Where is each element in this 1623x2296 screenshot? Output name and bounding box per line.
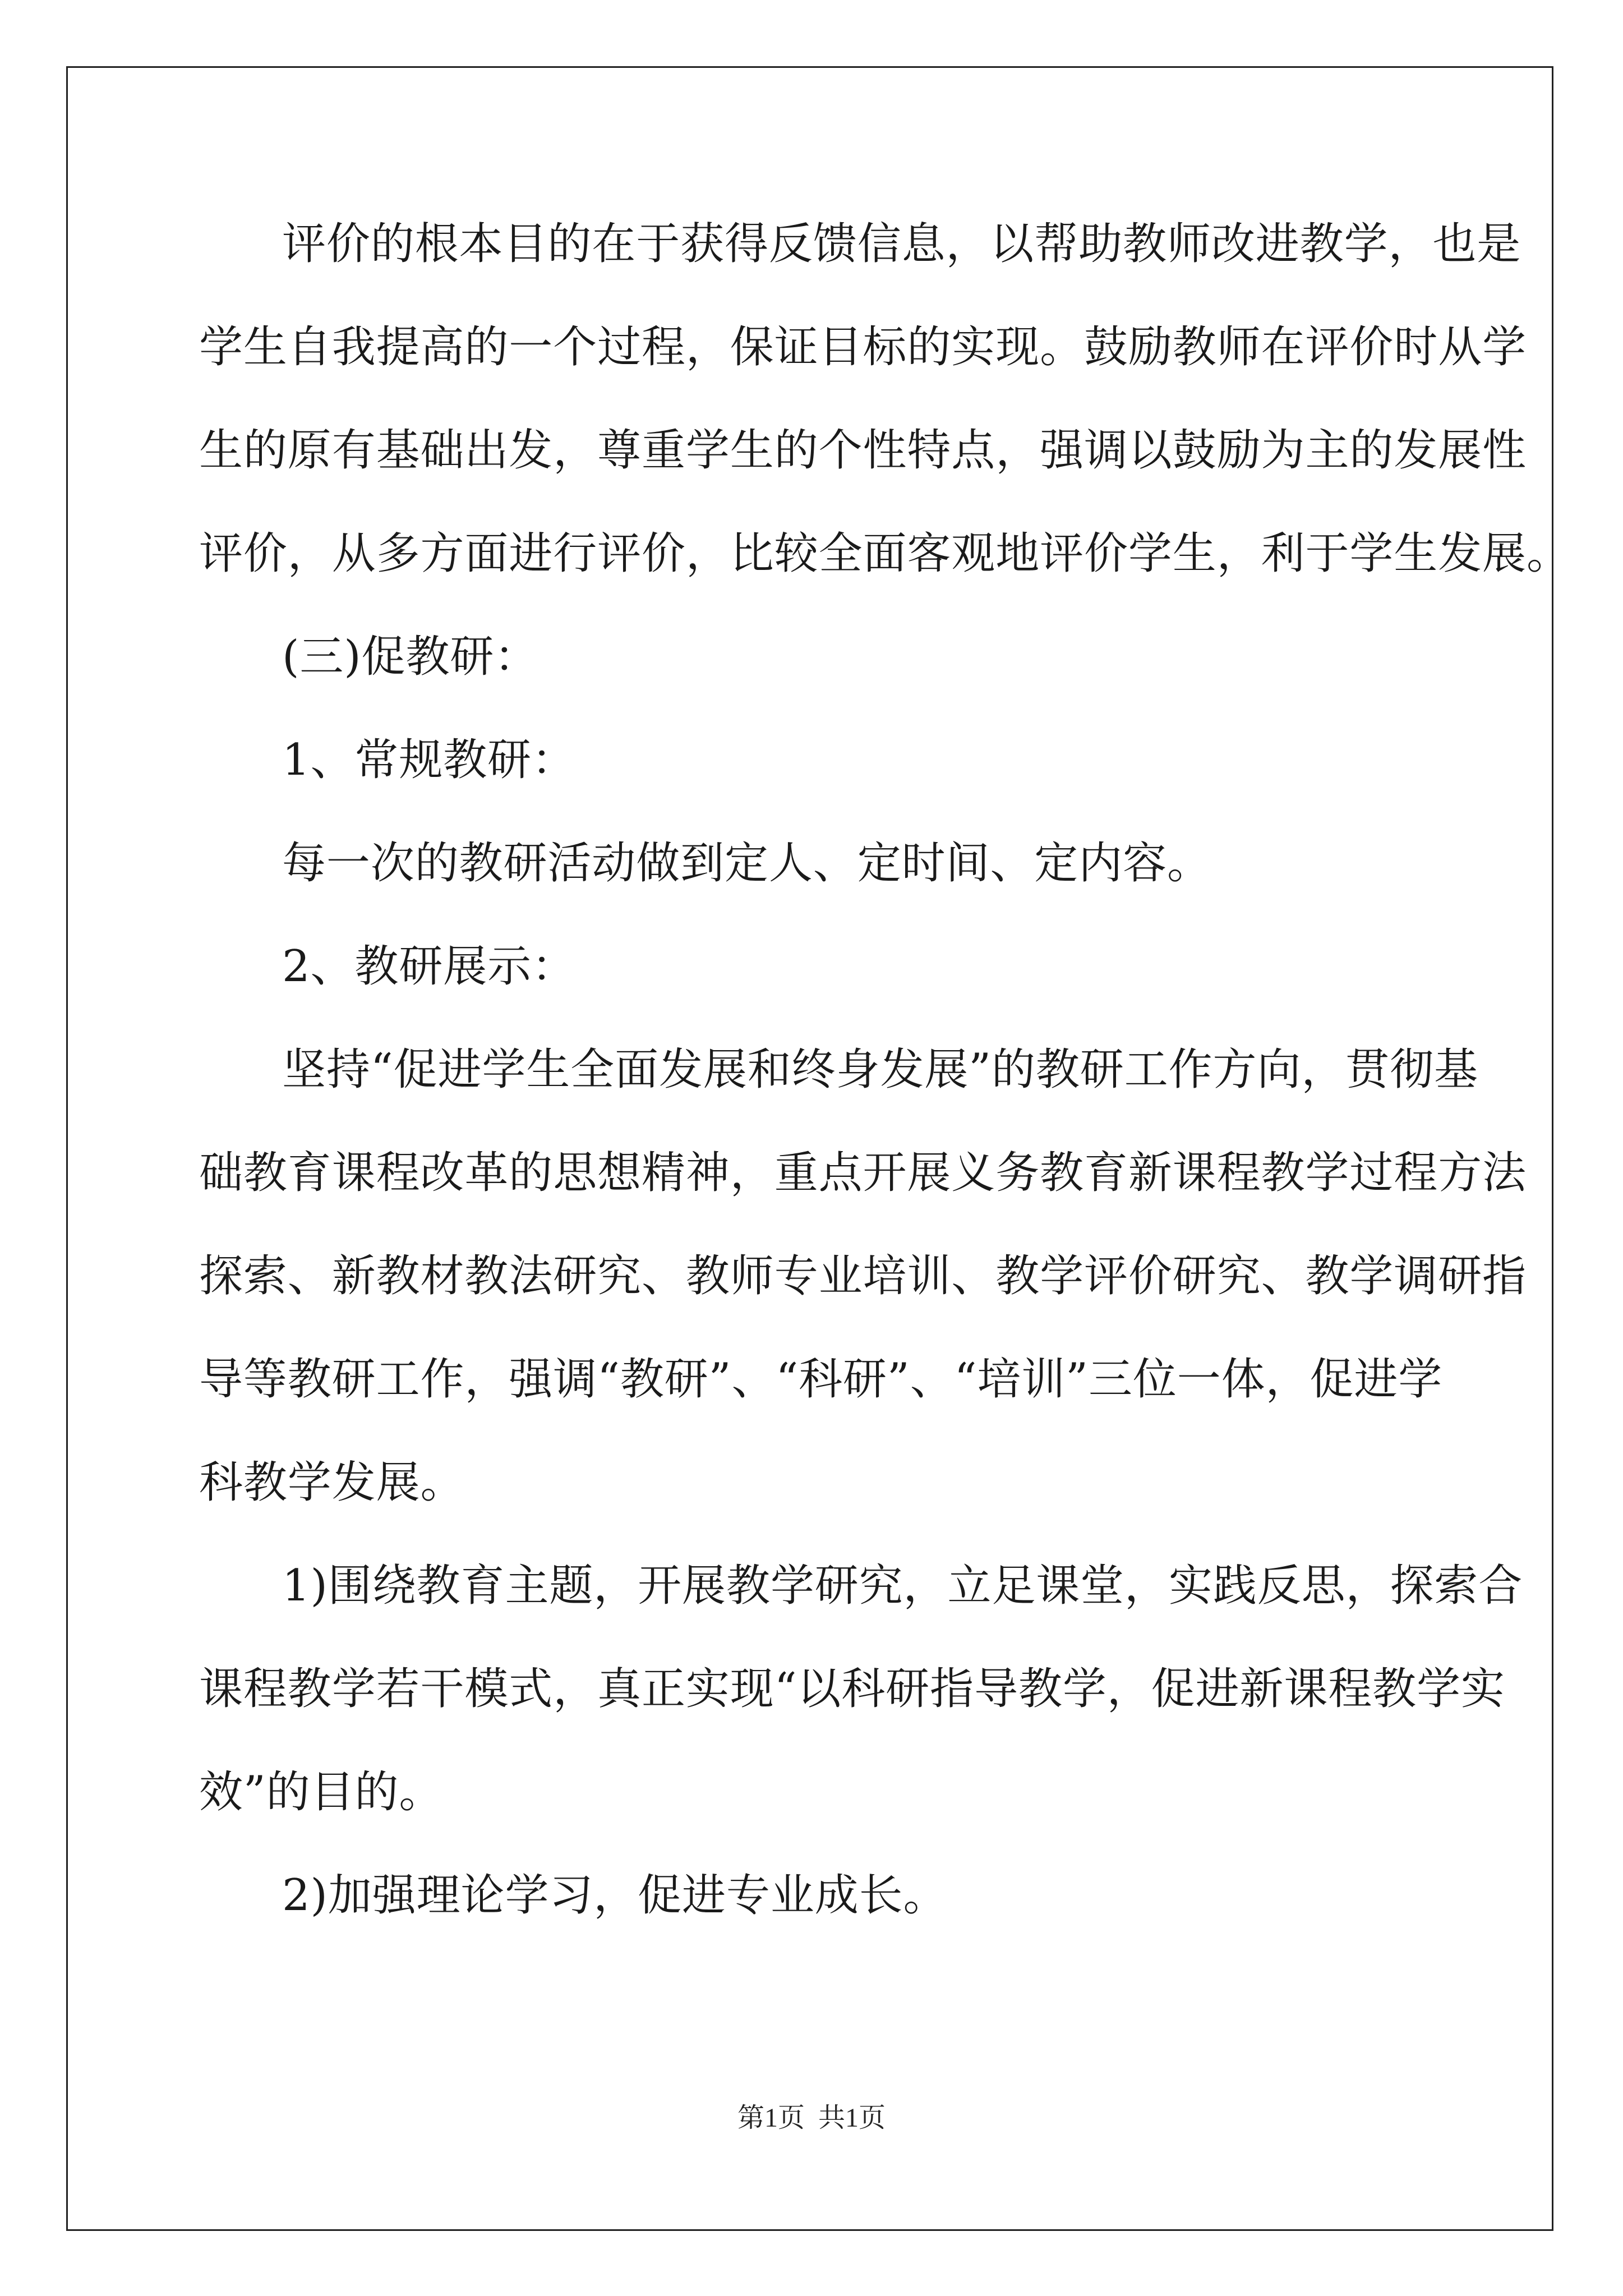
section-heading: (三)促教研： xyxy=(282,632,539,682)
subsection-heading: 2、教研展示： xyxy=(282,941,576,992)
page-footer xyxy=(0,2096,1623,2134)
text-line: 评价的根本目的在于获得反馈信息，以帮助教师改进教学，也是 xyxy=(282,219,1521,269)
text-line: 生的原有基础出发，尊重学生的个性特点，强调以鼓励为主的发展性 xyxy=(199,425,1527,476)
text-line: 评价，从多方面进行评价，比较全面客观地评价学生，利于学生发展。 xyxy=(199,528,1571,579)
text-line: 每一次的教研活动做到定人、定时间、定内容。 xyxy=(282,838,1211,889)
subsection-heading: 1、常规教研： xyxy=(282,735,576,785)
text-line: 2)加强理论学习，促进专业成长。 xyxy=(282,1870,948,1921)
document-body xyxy=(199,213,1571,1968)
text-line: 础教育课程改革的思想精神，重点开展义务教育新课程教学过程方法 xyxy=(199,1148,1527,1198)
text-line: 导等教研工作，强调“教研”、“科研”、“培训”三位一体，促进学 xyxy=(199,1354,1443,1405)
text-line: 学生自我提高的一个过程，保证目标的实现。鼓励教师在评价时从学 xyxy=(199,322,1527,372)
text-line: 1)围绕教育主题，开展教学研究，立足课堂，实践反思，探索合 xyxy=(282,1561,1523,1611)
page-number: 第1页 xyxy=(737,2103,805,2133)
text-line: 坚持“促进学生全面发展和终身发展”的教研工作方向，贯彻基 xyxy=(282,1045,1478,1095)
page-total: 共1页 xyxy=(818,2103,886,2133)
text-line: 科教学发展。 xyxy=(199,1457,465,1508)
text-line: 探索、新教材教法研究、教师专业培训、教学评价研究、教学调研指 xyxy=(199,1251,1527,1301)
text-line: 课程教学若干模式，真正实现“以科研指导教学，促进新课程教学实 xyxy=(199,1664,1505,1714)
text-line: 效”的目的。 xyxy=(199,1767,444,1818)
